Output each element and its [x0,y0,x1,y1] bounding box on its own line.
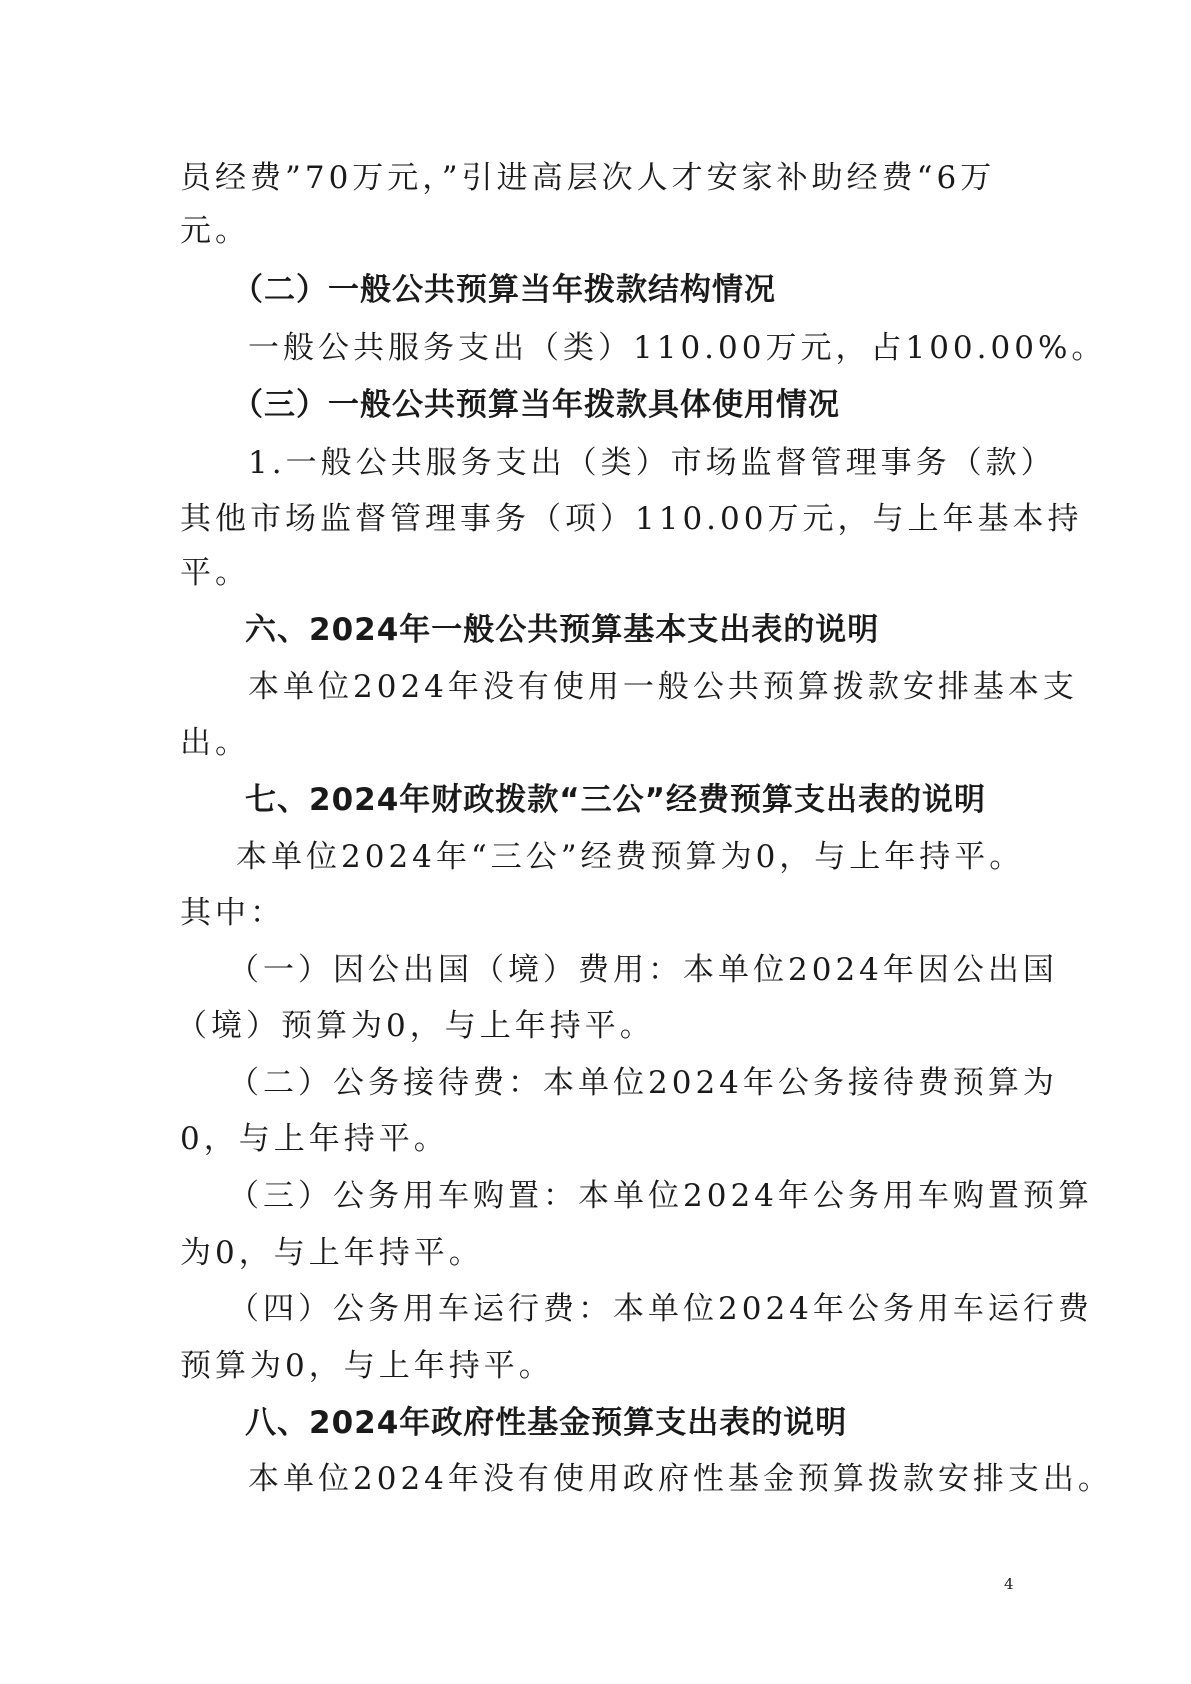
text-line: 一般公共服务支出（类）110.00万元，占100.00%。 [248,330,1107,366]
section-heading: （二）一般公共预算当年拨款结构情况 [232,272,776,308]
text-line: （一）因公出国（境）费用：本单位2024年因公出国 [228,952,1058,988]
text-line: 本单位2024年没有使用政府性基金预算拨款安排支出。 [248,1461,1113,1497]
text-line: 员经费”70万元，”引进高层次人才安家补助经费“6万 [180,160,996,196]
section-heading: 八、2024年政府性基金预算支出表的说明 [245,1405,848,1441]
text-line: （境）预算为0，与上年持平。 [176,1008,655,1044]
text-line: 本单位2024年“三公”经费预算为0，与上年持平。 [236,839,1025,875]
text-line: 其他市场监督管理事务（项）110.00万元，与上年基本持 [180,501,1083,537]
text-line: 0，与上年持平。 [180,1121,449,1157]
page-number: 4 [1004,1575,1014,1593]
text-line: 1.一般公共服务支出（类）市场监督管理事务（款） [248,445,1056,481]
text-line: 出。 [180,725,250,761]
text-line: 平。 [180,555,250,591]
text-line: （二）公务接待费：本单位2024年公务接待费预算为 [228,1065,1058,1101]
text-line: 元。 [180,213,250,249]
section-heading: 七、2024年财政拨款“三公”经费预算支出表的说明 [245,782,987,818]
section-heading: （三）一般公共预算当年拨款具体使用情况 [232,387,840,423]
text-line: 为0，与上年持平。 [180,1235,484,1271]
text-line: 本单位2024年没有使用一般公共预算拨款安排基本支 [248,669,1078,705]
text-line: 其中： [180,895,285,931]
text-line: 预算为0，与上年持平。 [180,1348,554,1384]
section-heading: 六、2024年一般公共预算基本支出表的说明 [245,612,880,648]
text-line: （四）公务用车运行费：本单位2024年公务用车运行费 [228,1291,1093,1327]
text-line: （三）公务用车购置：本单位2024年公务用车购置预算 [228,1178,1093,1214]
